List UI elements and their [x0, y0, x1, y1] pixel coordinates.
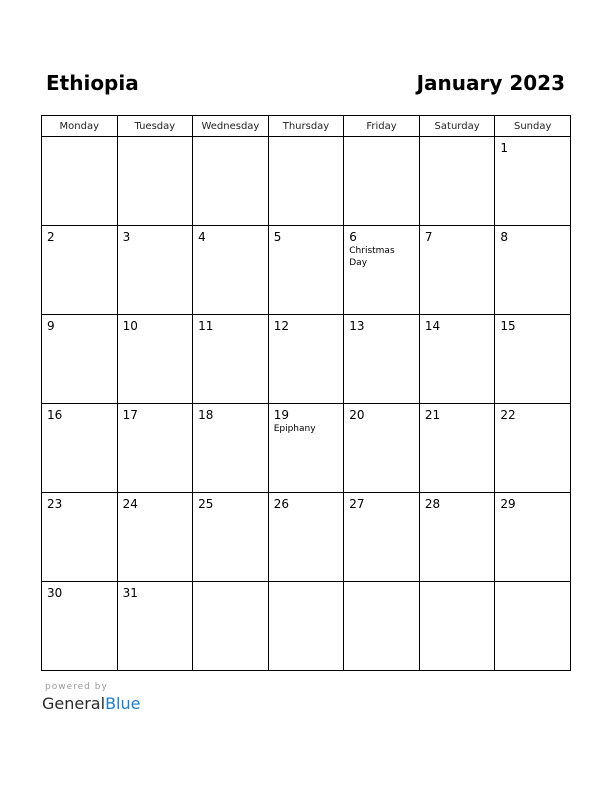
weekday-header: Thursday: [268, 116, 344, 137]
day-cell: [42, 226, 118, 315]
brand-logo: [42, 694, 140, 714]
day-number: 1: [500, 141, 509, 155]
day-cell: [495, 493, 571, 582]
weekday-header: Monday: [42, 116, 118, 137]
day-cell: [268, 137, 344, 226]
day-number: 14: [424, 319, 441, 333]
day-number: 27: [349, 497, 365, 511]
day-cell: [117, 404, 193, 493]
day-cell: [193, 137, 269, 226]
day-number: [495, 582, 570, 586]
day-cell: [268, 404, 344, 493]
day-cell: [117, 493, 193, 582]
day-number: 7: [424, 230, 433, 244]
day-cell: [344, 226, 420, 315]
day-number: 26: [273, 497, 289, 511]
day-cell: [419, 315, 495, 404]
day-cell: [495, 582, 571, 671]
day-number: 22: [500, 408, 516, 422]
day-cell: [117, 137, 193, 226]
day-cell: [495, 226, 571, 315]
day-number: 21: [424, 408, 441, 422]
week-row: [42, 404, 571, 493]
day-number: 10: [122, 319, 138, 333]
day-number: [118, 137, 193, 141]
day-number: [269, 582, 344, 586]
day-cell: [42, 404, 118, 493]
day-number: 6: [349, 230, 357, 244]
day-cell: [42, 582, 118, 671]
week-row: [42, 582, 571, 671]
day-number: 18: [198, 408, 214, 422]
day-cell: [193, 493, 269, 582]
day-cell: [344, 137, 420, 226]
day-cell: [419, 493, 495, 582]
day-cell: [193, 404, 269, 493]
day-number: [269, 137, 344, 141]
powered-by-label: powered by: [45, 682, 108, 692]
weekday-header: Sunday: [495, 116, 571, 137]
day-number: 19: [273, 408, 289, 422]
week-row: [42, 226, 571, 315]
day-cell: [419, 404, 495, 493]
day-cell: [344, 315, 420, 404]
weekday-header-row: [42, 116, 571, 137]
week-row: [42, 137, 571, 226]
day-cell: [117, 226, 193, 315]
day-cell: [42, 315, 118, 404]
holiday-label: Christmas Day: [349, 246, 395, 268]
week-row: [42, 315, 571, 404]
day-cell: [117, 315, 193, 404]
day-number: [420, 137, 495, 141]
weekday-header: Friday: [344, 116, 420, 137]
day-cell: [495, 315, 571, 404]
day-number: [344, 137, 419, 141]
day-number: 5: [273, 230, 282, 244]
day-number: 12: [273, 319, 289, 333]
day-cell: [193, 226, 269, 315]
day-cell: [419, 137, 495, 226]
day-number: 25: [198, 497, 214, 511]
day-number: [420, 582, 495, 586]
day-number: 24: [122, 497, 138, 511]
day-cell: [344, 582, 420, 671]
day-cell: [419, 582, 495, 671]
day-number: 31: [122, 586, 138, 600]
day-cell: [268, 582, 344, 671]
day-cell: [495, 404, 571, 493]
day-number: 9: [47, 319, 55, 333]
day-cell: [42, 493, 118, 582]
month-year-title: January 2023: [416, 71, 565, 95]
day-cell: [42, 137, 118, 226]
day-cell: [268, 493, 344, 582]
day-cell: [193, 582, 269, 671]
day-number: [193, 137, 268, 141]
day-number: 23: [47, 497, 63, 511]
day-cell: [419, 226, 495, 315]
week-row: [42, 493, 571, 582]
day-number: 15: [500, 319, 516, 333]
day-number: [344, 582, 419, 586]
day-number: 28: [424, 497, 441, 511]
day-number: 17: [122, 408, 138, 422]
day-number: 13: [349, 319, 365, 333]
day-number: 3: [122, 230, 131, 244]
day-number: 8: [500, 230, 509, 244]
day-number: [193, 582, 268, 586]
day-cell: [193, 315, 269, 404]
calendar-grid: [41, 115, 571, 671]
day-number: 4: [198, 230, 206, 244]
day-number: 11: [198, 319, 214, 333]
country-title: Ethiopia: [46, 71, 139, 95]
day-cell: [344, 404, 420, 493]
day-number: 16: [47, 408, 63, 422]
weekday-header: Tuesday: [117, 116, 193, 137]
day-cell: [268, 226, 344, 315]
day-cell: [268, 315, 344, 404]
weekday-header: Saturday: [419, 116, 495, 137]
day-cell: [344, 493, 420, 582]
day-number: 29: [500, 497, 516, 511]
holiday-label: Epiphany: [273, 424, 316, 434]
brand-general-text: General: [42, 694, 106, 713]
day-number: 2: [47, 230, 55, 244]
day-number: [42, 137, 117, 141]
day-cell: [117, 582, 193, 671]
day-number: 20: [349, 408, 365, 422]
brand-blue-text: Blue: [105, 694, 141, 713]
day-cell: [495, 137, 571, 226]
weekday-header: Wednesday: [193, 116, 269, 137]
day-number: 30: [47, 586, 63, 600]
